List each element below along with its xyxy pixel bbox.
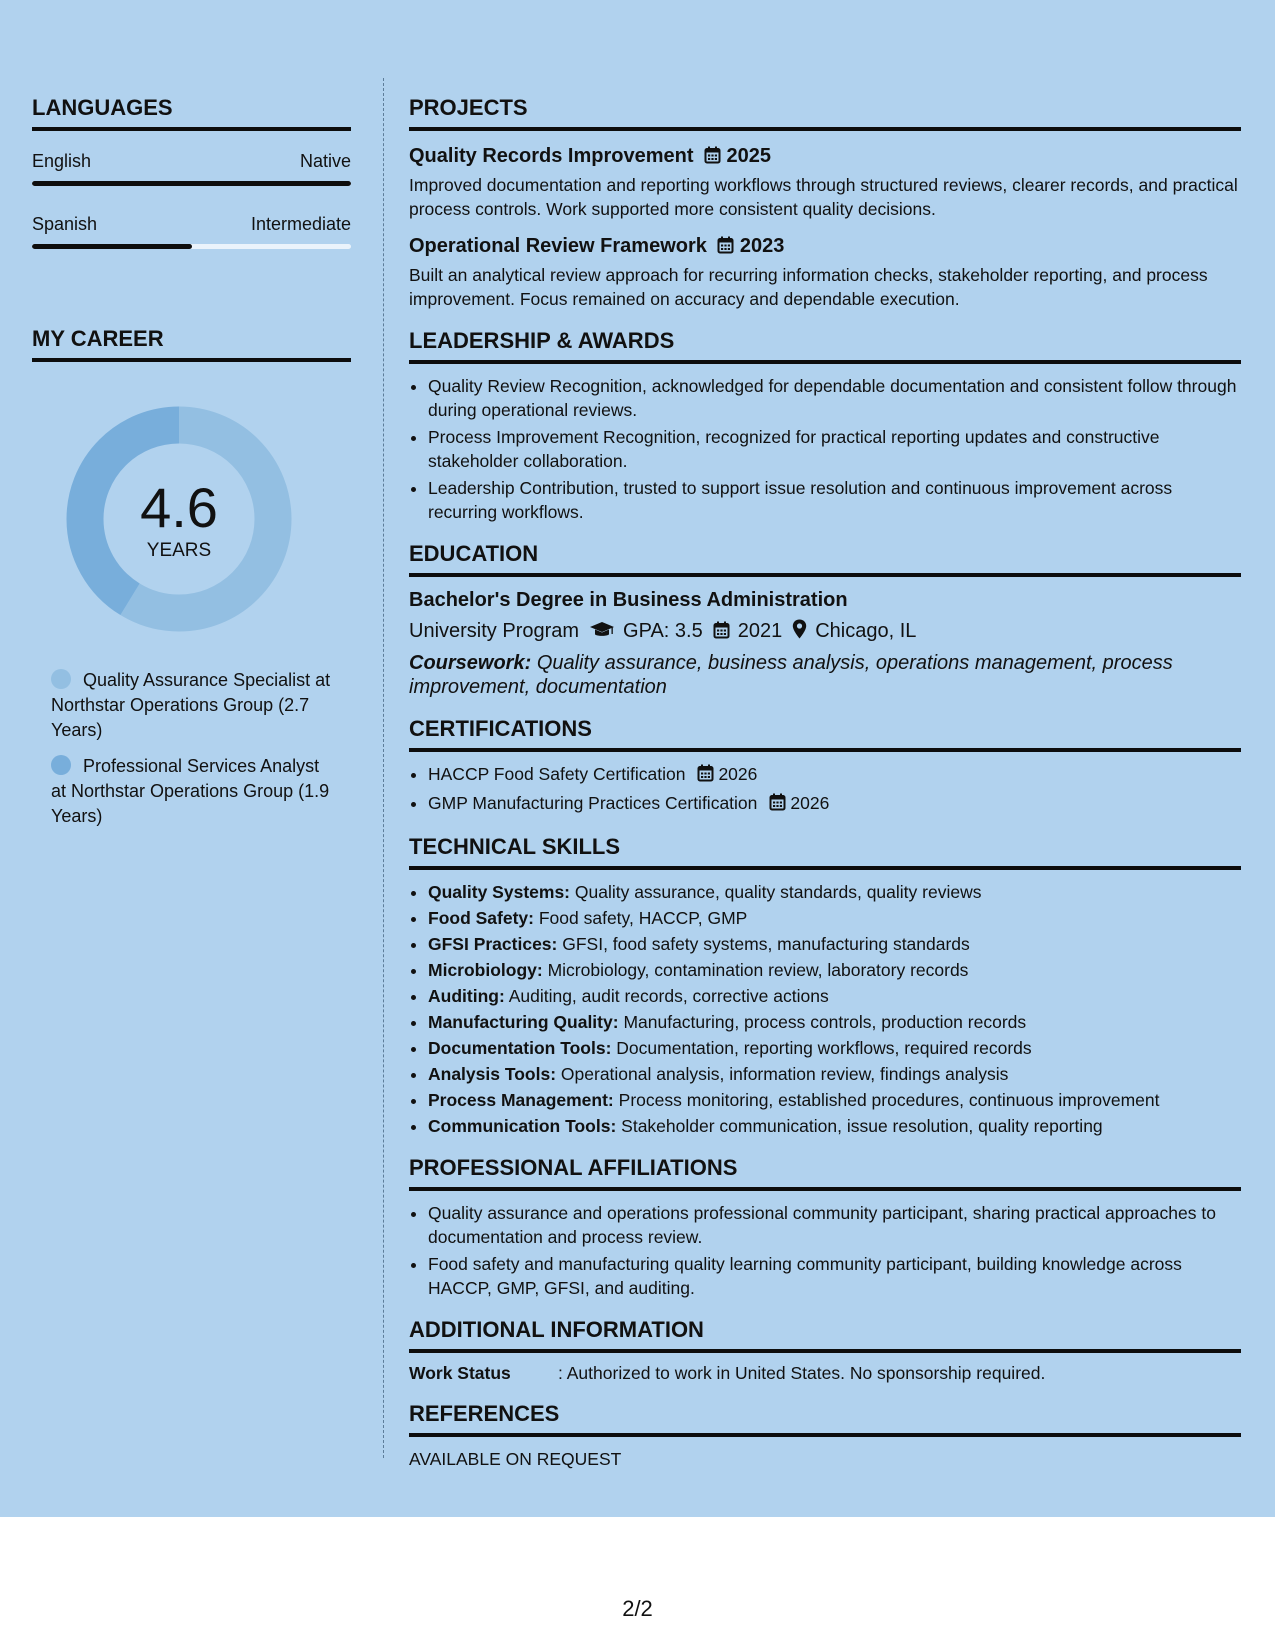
degree-title: Bachelor's Degree in Business Administration <box>409 589 848 611</box>
skill-value: GFSI, food safety systems, manufacturing standards <box>562 934 970 954</box>
gpa: GPA: 3.5 <box>623 620 703 642</box>
certification-name: HACCP Food Safety Certification <box>428 764 686 784</box>
school-name: University Program <box>409 620 580 642</box>
skill-item <box>428 984 1241 1008</box>
project-year: 2025 <box>726 145 772 167</box>
legend-dot-icon <box>51 669 71 689</box>
references-heading: REFERENCES <box>409 1400 1241 1437</box>
career-total: 4.6 <box>140 476 218 539</box>
location-pin-icon <box>792 619 807 647</box>
career-role: Professional Services Analyst at Northstar Operations Group (1.9 Years) <box>51 756 330 826</box>
calendar-icon <box>769 793 786 817</box>
graduation-year: 2021 <box>737 620 783 642</box>
skill-value: Documentation, reporting workflows, required records <box>616 1038 1032 1058</box>
skill-value: Quality assurance, quality standards, quality reviews <box>574 882 982 902</box>
skill-label: Analysis Tools: <box>428 1064 557 1084</box>
certification-year: 2026 <box>790 793 830 813</box>
certification-item <box>428 762 1241 788</box>
skills-section <box>409 833 1241 1138</box>
skill-item <box>428 1114 1241 1138</box>
education-section <box>409 540 1241 699</box>
language-proficiency-fill <box>32 244 192 249</box>
affiliation-item: • Quality assurance and operations professional community participant, sharing practical approaches to documentation and process review. <box>428 1201 1241 1249</box>
award-item: • Quality Review Recognition, acknowledged for dependable documentation and consistent follow through during operational reviews. <box>428 374 1241 422</box>
coursework <box>409 651 1241 699</box>
skill-item <box>428 1010 1241 1034</box>
education-meta <box>409 617 1241 647</box>
calendar-icon <box>717 235 734 261</box>
skill-label: Food Safety: <box>428 908 534 928</box>
skill-label: Quality Systems: <box>428 882 570 902</box>
page-number: 2/2 <box>622 1596 653 1621</box>
skill-label: Documentation Tools: <box>428 1038 612 1058</box>
language-level: Native <box>299 151 351 171</box>
language-name: English <box>32 151 92 171</box>
skill-label: Auditing: <box>428 986 505 1006</box>
skill-item <box>428 906 1241 930</box>
language-proficiency-bar <box>32 244 351 249</box>
education-heading: EDUCATION <box>409 540 1241 577</box>
certification-year: 2026 <box>718 764 758 784</box>
references-text: AVAILABLE ON REQUEST <box>409 1449 622 1469</box>
skill-item <box>428 1036 1241 1060</box>
right-column <box>409 94 1241 1470</box>
skills-heading: TECHNICAL SKILLS <box>409 833 1241 870</box>
skill-value: Manufacturing, process controls, production records <box>623 1012 1027 1032</box>
references-section <box>409 1400 1241 1470</box>
language-name: Spanish <box>32 214 98 234</box>
work-status-row <box>409 1363 1241 1384</box>
legend-dot-icon <box>51 755 71 775</box>
additional-section <box>409 1316 1241 1384</box>
language-item <box>32 214 351 249</box>
work-status-label: Work Status <box>409 1363 511 1383</box>
career-legend-item <box>51 668 336 743</box>
career-donut <box>66 406 292 632</box>
career-legend <box>51 668 351 829</box>
skill-item <box>428 958 1241 982</box>
certification-item <box>428 791 1241 817</box>
language-proficiency-fill <box>32 181 351 186</box>
career-role: Quality Assurance Specialist at Northstar Operations Group (2.7 Years) <box>51 670 331 740</box>
calendar-icon <box>704 145 721 171</box>
award-item: • Process Improvement Recognition, recognized for practical reporting updates and constructive stakeholder collaboration. <box>428 425 1241 473</box>
language-item <box>32 151 351 186</box>
award-item: • Leadership Contribution, trusted to support issue resolution and continuous improvement across recurring workflows. <box>428 476 1241 524</box>
calendar-icon <box>697 764 714 788</box>
project-title: Quality Records Improvement <box>409 145 694 167</box>
affiliations-section <box>409 1154 1241 1300</box>
skill-item <box>428 880 1241 904</box>
projects-heading: PROJECTS <box>409 94 1241 131</box>
skill-item <box>428 1088 1241 1112</box>
skill-item <box>428 1062 1241 1086</box>
column-divider <box>383 78 384 1458</box>
skill-label: Manufacturing Quality: <box>428 1012 619 1032</box>
left-column <box>32 94 351 840</box>
language-level: Intermediate <box>250 214 351 234</box>
coursework-list: Quality assurance, business analysis, operations management, process improvement, documentation <box>409 652 1173 698</box>
certification-name: GMP Manufacturing Practices Certification <box>428 793 758 813</box>
graduation-cap-icon <box>589 619 615 647</box>
affiliations-heading: PROFESSIONAL AFFILIATIONS <box>409 1154 1241 1191</box>
skill-label: Microbiology: <box>428 960 543 980</box>
project-description: Improved documentation and reporting workflows through structured reviews, clearer records, and practical process controls. Work supported more consistent quality decisions. <box>409 175 1238 219</box>
leadership-heading: LEADERSHIP & AWARDS <box>409 327 1241 364</box>
project-item <box>409 233 1241 311</box>
languages-heading: LANGUAGES <box>32 94 351 131</box>
additional-heading: ADDITIONAL INFORMATION <box>409 1316 1241 1353</box>
career-legend-item <box>51 754 336 829</box>
skill-value: Stakeholder communication, issue resolution, quality reporting <box>621 1116 1103 1136</box>
skill-value: Operational analysis, information review, findings analysis <box>560 1064 1009 1084</box>
work-status-value: : Authorized to work in United States. No sponsorship required. <box>558 1363 1046 1383</box>
project-title: Operational Review Framework <box>409 235 707 257</box>
school-location: Chicago, IL <box>815 620 917 642</box>
affiliation-item: • Food safety and manufacturing quality learning community participant, building knowledge across HACCP, GMP, GFSI, and auditing. <box>428 1252 1241 1300</box>
project-description: Built an analytical review approach for recurring information checks, stakeholder reporting, and process improvement. Focus remained on accuracy and dependable execution. <box>409 265 1208 309</box>
skill-item <box>428 932 1241 956</box>
certifications-heading: CERTIFICATIONS <box>409 715 1241 752</box>
calendar-icon <box>713 619 730 647</box>
career-heading: MY CAREER <box>32 325 351 362</box>
certifications-section <box>409 715 1241 817</box>
skill-value: Microbiology, contamination review, laboratory records <box>547 960 969 980</box>
skill-label: Process Management: <box>428 1090 614 1110</box>
skill-label: GFSI Practices: <box>428 934 558 954</box>
skill-value: Process monitoring, established procedures, continuous improvement <box>618 1090 1160 1110</box>
project-item <box>409 143 1241 221</box>
language-proficiency-bar <box>32 181 351 186</box>
projects-section <box>409 94 1241 311</box>
skill-value: Auditing, audit records, corrective actions <box>508 986 829 1006</box>
career-unit: YEARS <box>146 540 212 561</box>
skill-label: Communication Tools: <box>428 1116 617 1136</box>
skill-value: Food safety, HACCP, GMP <box>538 908 748 928</box>
project-year: 2023 <box>739 235 785 257</box>
leadership-section <box>409 327 1241 524</box>
coursework-label: Coursework: <box>409 652 532 674</box>
